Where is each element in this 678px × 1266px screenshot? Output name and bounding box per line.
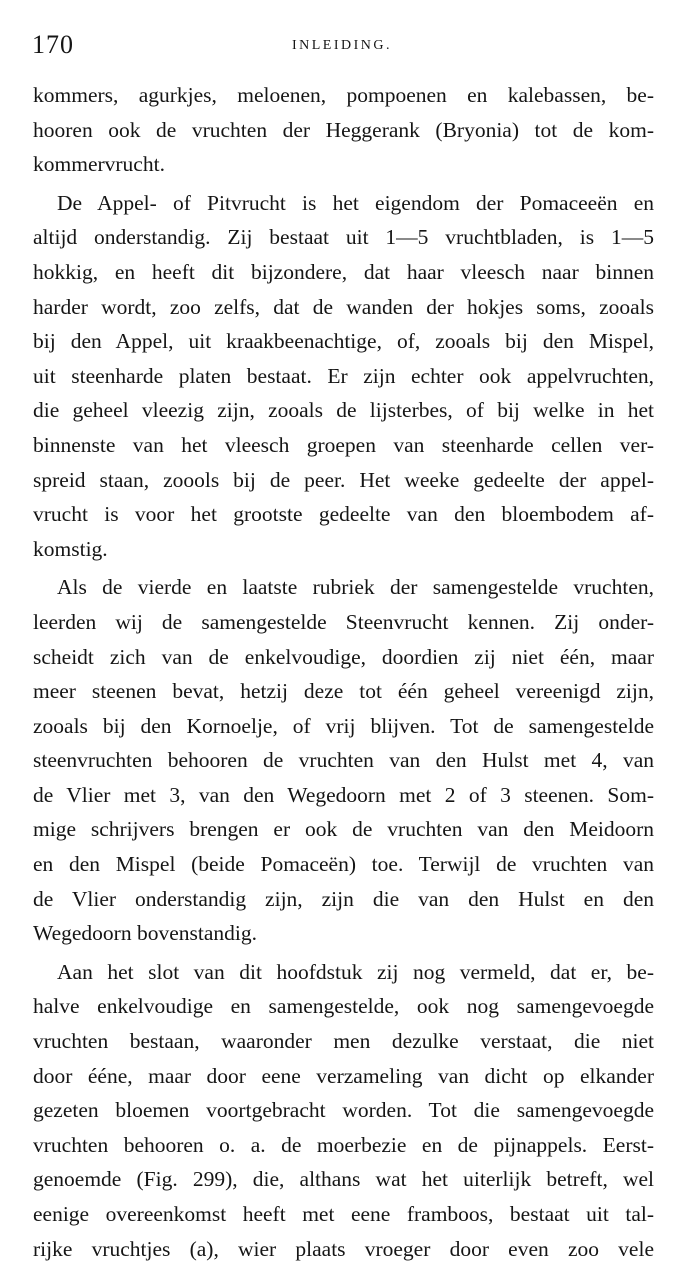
text-line: de Vlier onderstandig zijn, zijn die van den Hulst en den	[33, 886, 654, 911]
running-head: INLEIDING.	[291, 38, 393, 53]
text-line: steenvruchten behooren de vruchten van den Hulst met 4, van	[33, 748, 654, 773]
text-line: mige schrijvers brengen er ook de vruchten van den Meidoorn	[33, 817, 654, 842]
text-line: altijd onderstandig. Zij bestaat uit 1—5 vruchtbladen, is 1—5	[33, 225, 654, 250]
paragraph-4	[33, 955, 654, 1266]
text-line: door ééne, maar door eene verzameling van dicht op elkander	[33, 1063, 654, 1088]
text-line: bij den Appel, uit kraakbeenachtige, of, zooals bij den Mispel,	[33, 329, 654, 354]
text-line: genoemde (Fig. 299), die, althans wat het uiterlijk betreft, wel	[33, 1167, 654, 1192]
text-line: vruchten bestaan, waaronder men dezulke verstaat, die niet	[33, 1029, 654, 1054]
text-line: harder wordt, zoo zelfs, dat de wanden der hokjes soms, zooals	[33, 294, 654, 319]
text-line: halve enkelvoudige en samengestelde, ook nog samengevoegde	[33, 994, 654, 1019]
text-line: hooren ook de vruchten der Heggerank (Bryonia) tot de kom-	[33, 117, 654, 142]
text-line: binnenste van het vleesch groepen van steenharde cellen ver-	[33, 432, 654, 457]
text-line: gezeten bloemen voortgebracht worden. Tot die samengevoegde	[33, 1098, 654, 1123]
text-line: zooals bij den Kornoelje, of vrij blijven. Tot de samengestelde	[33, 713, 654, 738]
text-line: De Appel- of Pitvrucht is het eigendom der Pomaceeën en	[57, 190, 654, 215]
text-line: kommervrucht.	[33, 152, 165, 177]
text-line: leerden wij de samengestelde Steenvrucht kennen. Zij onder-	[33, 609, 654, 634]
text-line: Aan het slot van dit hoofdstuk zij nog vermeld, dat er, be-	[57, 959, 654, 984]
text-line: komstig.	[33, 536, 108, 561]
page-number: 170	[32, 30, 74, 59]
text-line: kommers, agurkjes, meloenen, pompoenen en kalebassen, be-	[33, 83, 654, 107]
text-line: vruchten behooren o. a. de moerbezie en de pijnappels. Eerst-	[33, 1132, 654, 1157]
body-text	[33, 78, 654, 1266]
text-line: scheidt zich van de enkelvoudige, doordien zij niet één, maar	[33, 644, 654, 669]
text-line: Wegedoorn bovenstandig.	[33, 921, 257, 946]
text-line: en den Mispel (beide Pomaceën) toe. Terwijl de vruchten van	[33, 852, 654, 877]
text-line: hokkig, en heeft dit bijzondere, dat haar vleesch naar binnen	[33, 259, 654, 284]
text-line: rijke vruchtjes (a), wier plaats vroeger door even zoo vele	[33, 1236, 654, 1261]
text-line: de Vlier met 3, van den Wegedoorn met 2 of 3 steenen. Som-	[33, 782, 654, 807]
text-line: vrucht is voor het grootste gedeelte van den bloembodem af-	[33, 502, 654, 527]
text-line: uit steenharde platen bestaat. Er zijn echter ook appelvruchten,	[33, 363, 654, 388]
text-line: eenige overeenkomst heeft met eene framboos, bestaat uit tal-	[33, 1202, 654, 1226]
page-header	[32, 30, 652, 64]
paragraph-3	[33, 570, 654, 951]
text-line: die geheel vleezig zijn, zooals de lijsterbes, of bij welke in het	[33, 398, 654, 423]
paragraph-1	[33, 78, 654, 182]
text-line: spreid staan, zoools bij de peer. Het weeke gedeelte der appel-	[33, 467, 654, 492]
text-line: meer steenen bevat, hetzij deze tot één geheel vereenigd zijn,	[33, 679, 654, 704]
paragraph-2	[33, 186, 654, 567]
text-line: Als de vierde en laatste rubriek der samengestelde vruchten,	[57, 575, 654, 600]
